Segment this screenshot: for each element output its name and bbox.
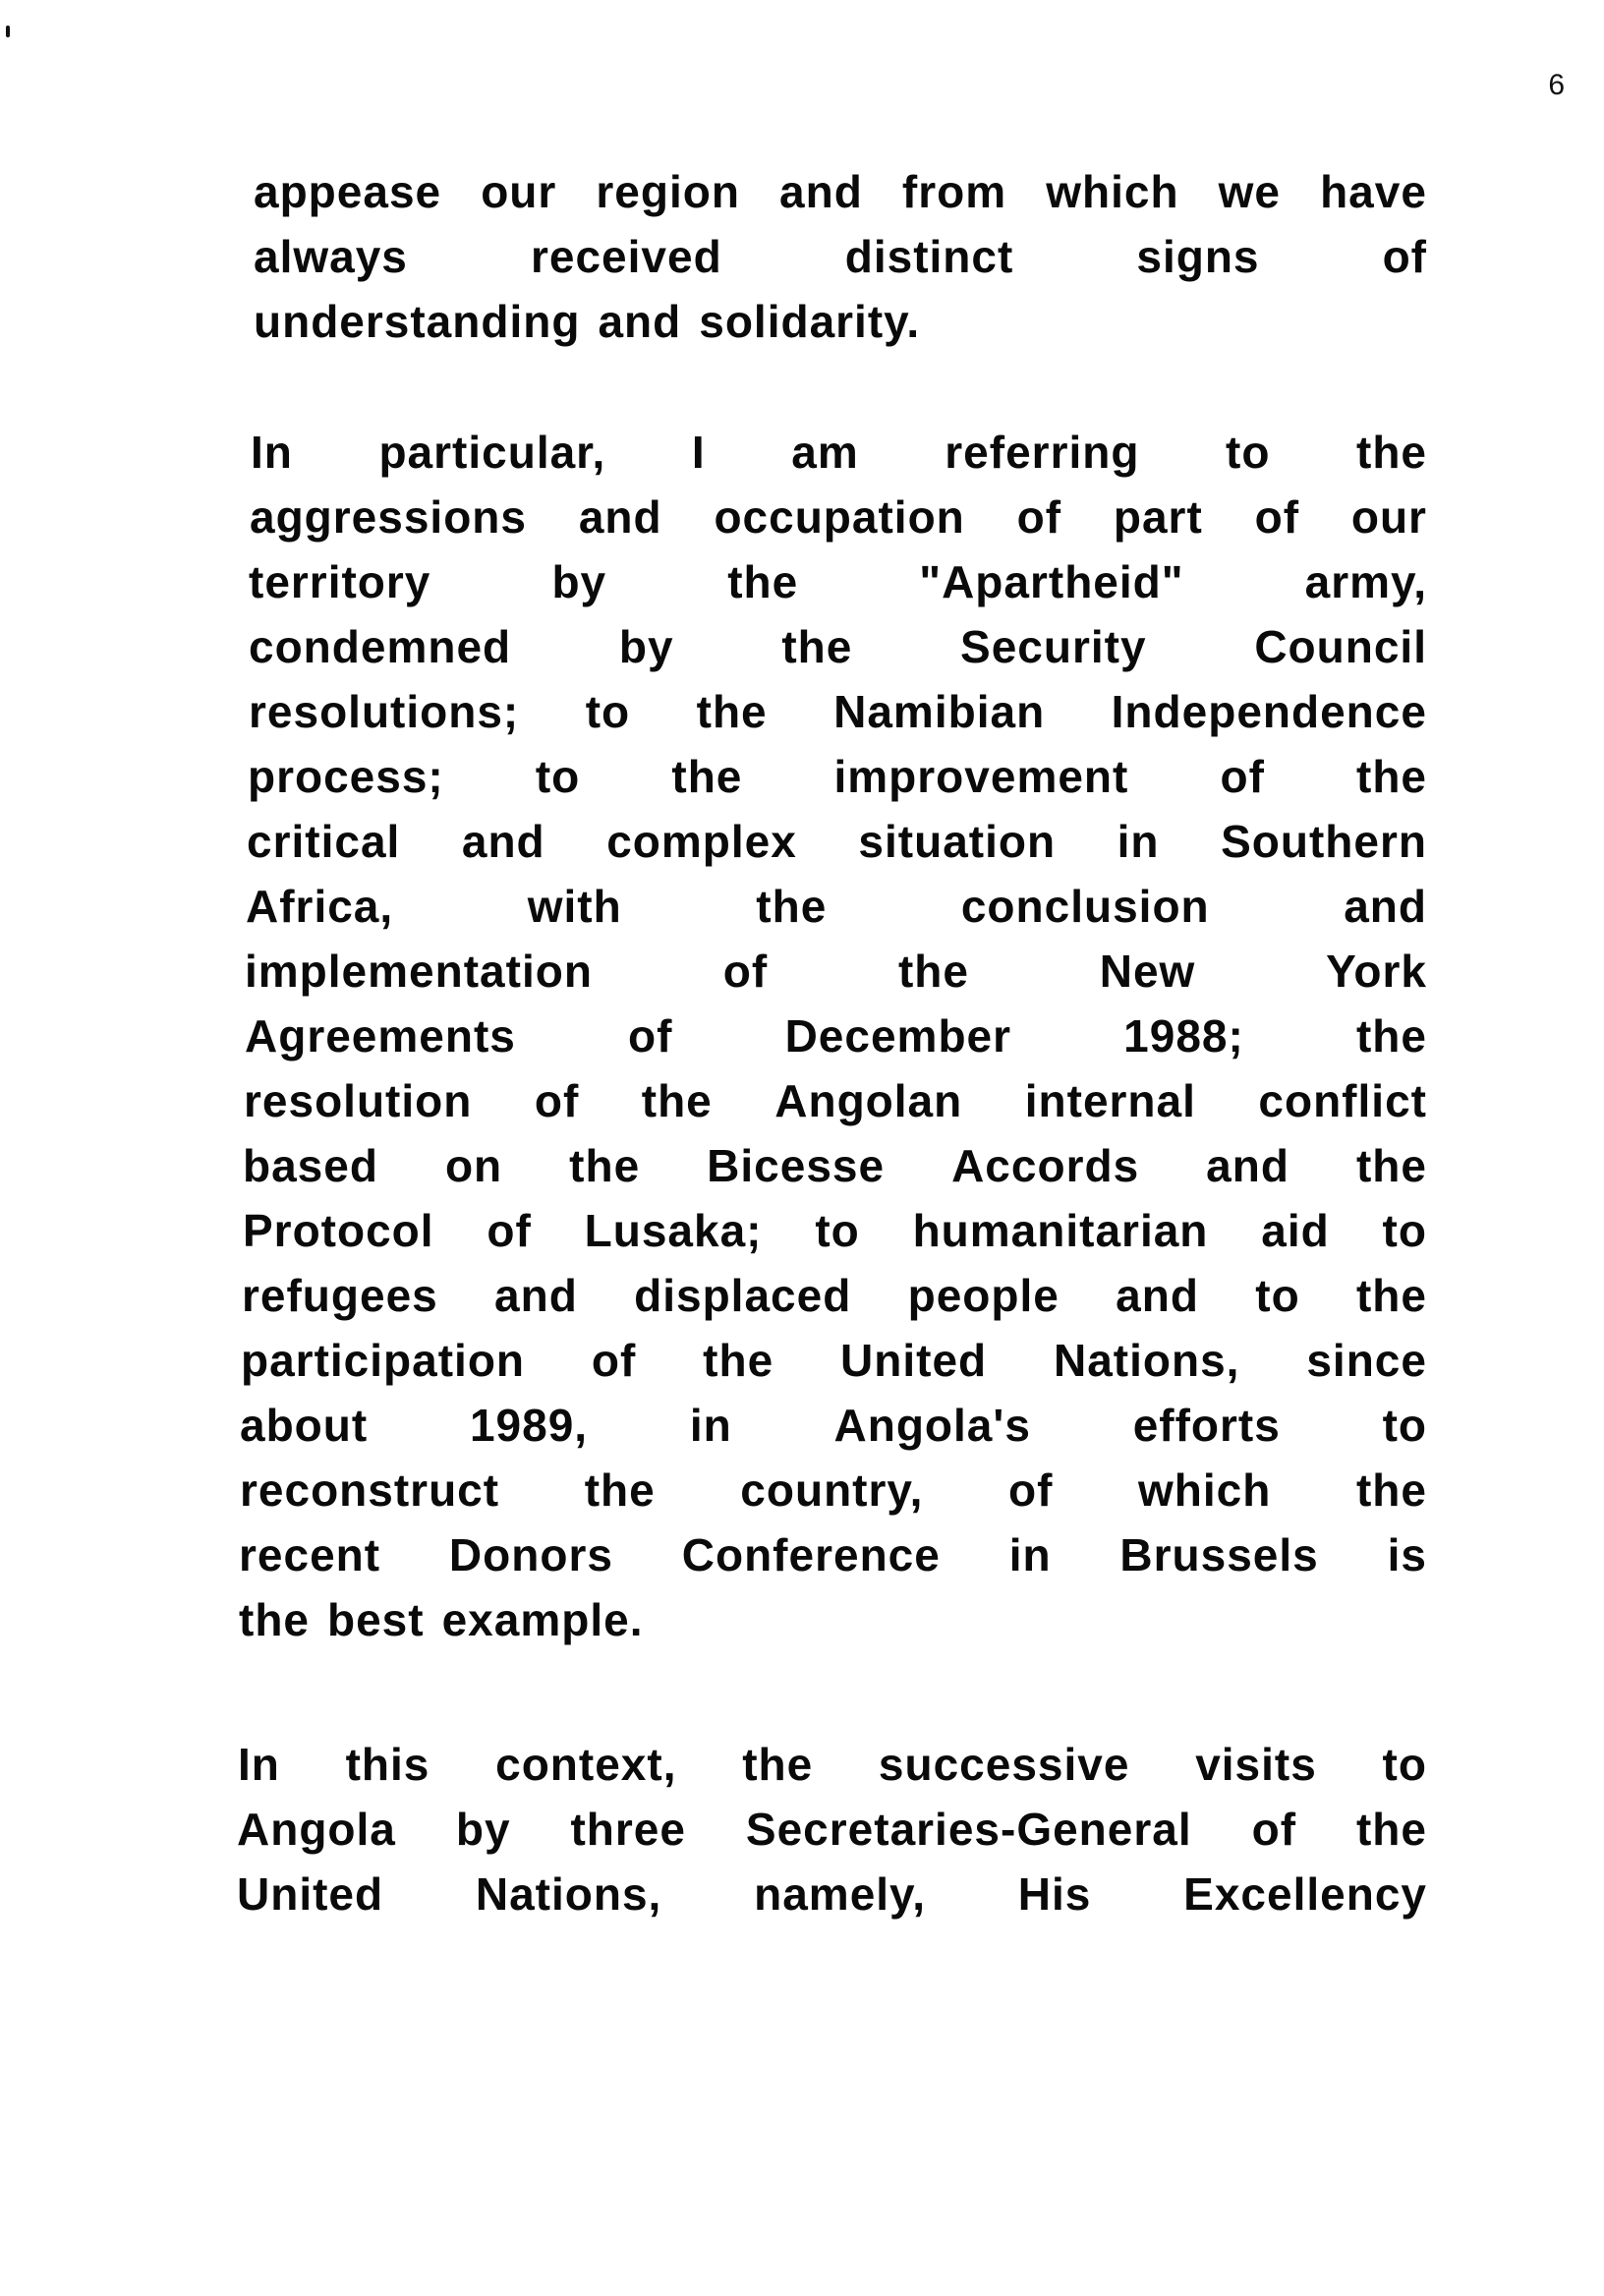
text-line: refugees and displaced people and to the — [242, 1270, 1427, 1321]
text-line: process; to the improvement of the — [248, 751, 1427, 802]
scan-mark — [6, 26, 10, 37]
text-line: Angola by three Secretaries-General of the — [237, 1804, 1427, 1855]
text-line: about 1989, in Angola's efforts to — [240, 1400, 1427, 1451]
text-line: always received distinct signs of — [254, 231, 1427, 282]
text-line: Africa, with the conclusion and — [246, 881, 1427, 932]
text-line: reconstruct the country, of which the — [240, 1464, 1427, 1516]
text-line: territory by the "Apartheid" army, — [249, 556, 1427, 607]
text-line: the best example. — [239, 1594, 644, 1645]
text-line: condemned by the Security Council — [249, 621, 1427, 672]
text-line: appease our region and from which we have — [254, 166, 1427, 217]
text-line: based on the Bicesse Accords and the — [243, 1140, 1427, 1191]
text-line: recent Donors Conference in Brussels is — [239, 1529, 1427, 1580]
text-line: Agreements of December 1988; the — [245, 1010, 1427, 1062]
page-number: 6 — [1548, 69, 1565, 101]
text-line: participation of the United Nations, since — [241, 1335, 1427, 1386]
text-line: understanding and solidarity. — [254, 296, 921, 347]
text-line: In particular, I am referring to the — [251, 427, 1427, 478]
text-line: aggressions and occupation of part of our — [250, 491, 1427, 543]
text-line: In this context, the successive visits to — [238, 1739, 1427, 1790]
text-line: critical and complex situation in Southern — [247, 816, 1427, 867]
text-line: United Nations, namely, His Excellency — [237, 1868, 1427, 1920]
text-line: resolutions; to the Namibian Independence — [249, 686, 1427, 737]
text-line: resolution of the Angolan internal conflict — [244, 1075, 1427, 1126]
text-line: Protocol of Lusaka; to humanitarian aid to — [243, 1205, 1427, 1256]
text-line: implementation of the New York — [245, 946, 1427, 997]
